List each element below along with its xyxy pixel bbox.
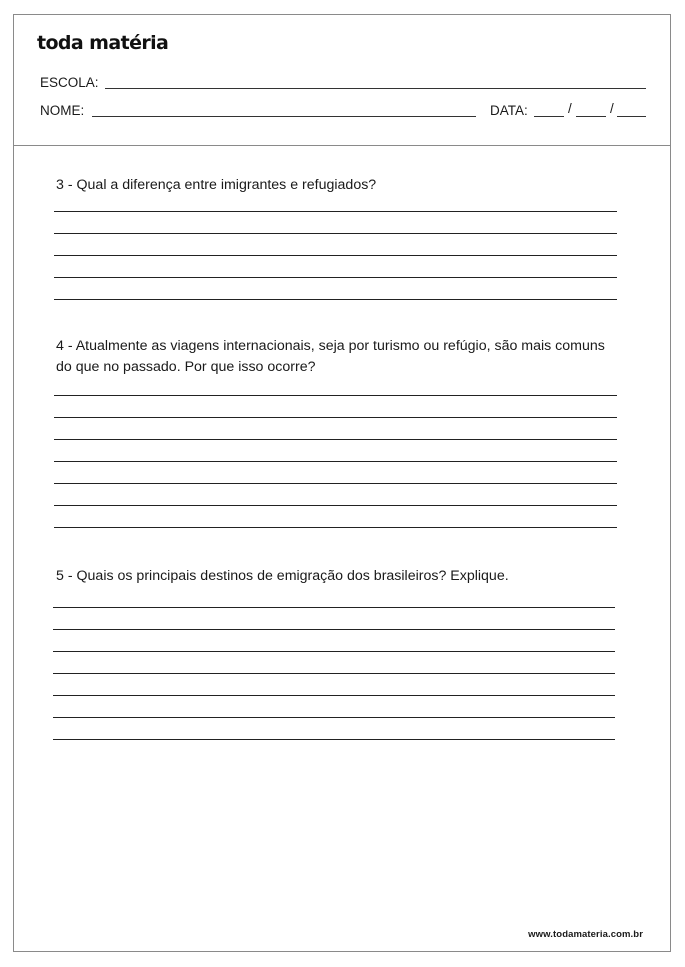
answer-line[interactable] [53, 739, 615, 740]
answer-line[interactable] [54, 461, 617, 462]
answer-line[interactable] [53, 673, 615, 674]
worksheet-header [14, 15, 670, 146]
school-field[interactable] [105, 88, 646, 89]
date-separator: / [610, 101, 614, 116]
answer-line[interactable] [54, 527, 617, 528]
answer-line[interactable] [54, 299, 617, 300]
answer-line[interactable] [54, 233, 617, 234]
answer-line[interactable] [54, 255, 617, 256]
question-4: 4 - Atualmente as viagens internacionais, seja por turismo ou refúgio, são mais comuns do que no passado. Por que isso ocorre? [56, 338, 605, 375]
school-label: ESCOLA: [40, 75, 99, 90]
name-label: NOME: [40, 103, 85, 118]
answer-line[interactable] [54, 277, 617, 278]
question-5: 5 - Quais os principais destinos de emigração dos brasileiros? Explique. [56, 568, 509, 584]
date-label: DATA: [490, 103, 528, 118]
answer-line[interactable] [54, 439, 617, 440]
answer-line[interactable] [53, 629, 615, 630]
worksheet-page [13, 14, 671, 952]
answer-line[interactable] [53, 695, 615, 696]
date-year-field[interactable] [617, 116, 646, 117]
date-day-field[interactable] [534, 116, 564, 117]
footer-url: www.todamateria.com.br [528, 929, 643, 940]
answer-line[interactable] [54, 483, 617, 484]
answer-line[interactable] [53, 651, 615, 652]
date-month-field[interactable] [576, 116, 606, 117]
question-3: 3 - Qual a diferença entre imigrantes e refugiados? [56, 177, 377, 193]
date-separator: / [568, 101, 572, 116]
answer-line[interactable] [53, 717, 615, 718]
answer-line[interactable] [54, 417, 617, 418]
answer-line[interactable] [54, 211, 617, 212]
answer-line[interactable] [54, 505, 617, 506]
answer-line[interactable] [53, 607, 615, 608]
brand-logo: toda matéria [37, 32, 169, 54]
answer-line[interactable] [54, 395, 617, 396]
name-field[interactable] [92, 116, 476, 117]
